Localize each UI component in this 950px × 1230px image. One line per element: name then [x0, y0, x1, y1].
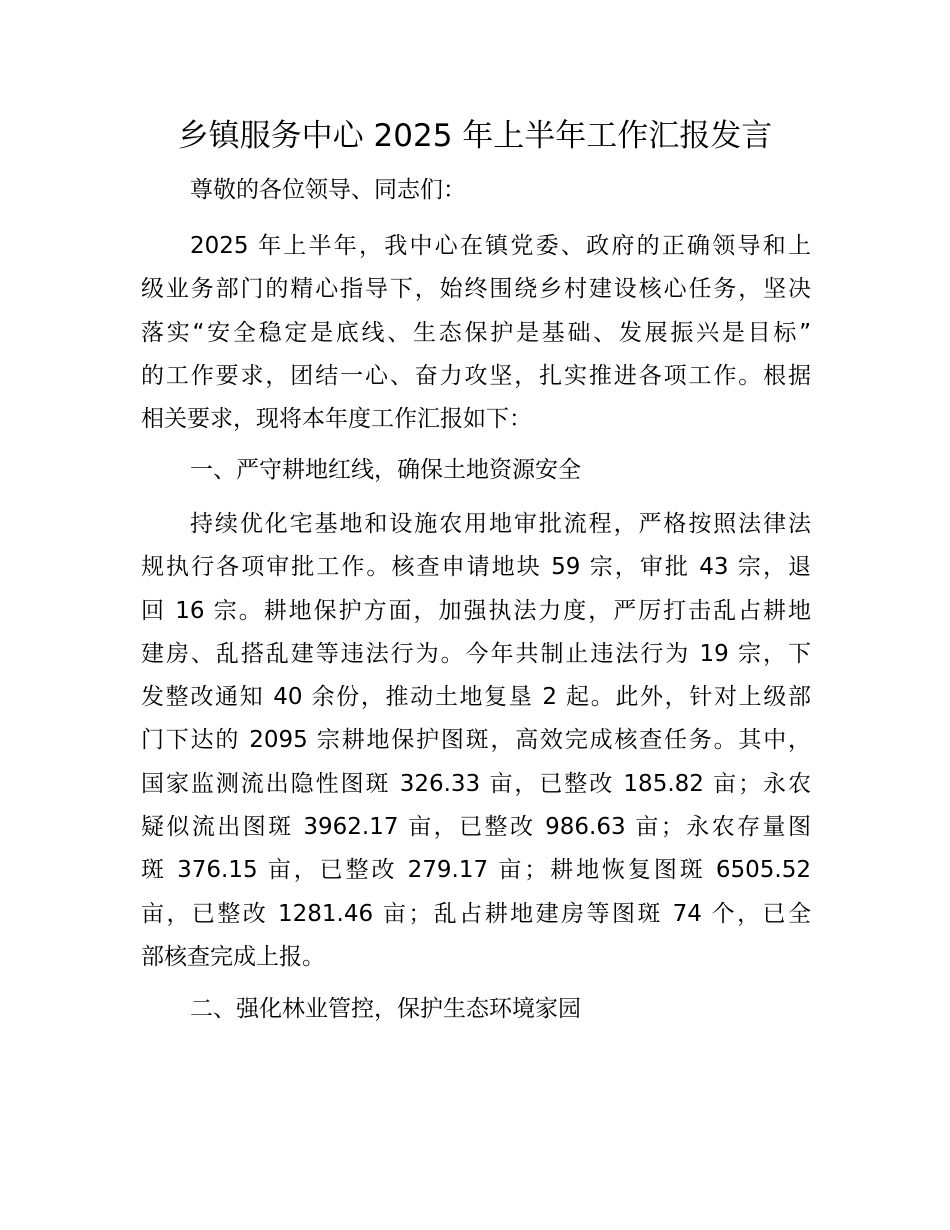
- paragraph-line: 持续优化宅基地和设施农用地审批流程，严格按照法律法: [190, 511, 811, 537]
- paragraph-line: 国家监测流出隐性图斑 326.33 亩，已整改 185.82 亩；永农: [141, 770, 811, 797]
- section-1-paragraph: [141, 503, 811, 979]
- paragraph-line: 斑 376.15 亩，已整改 279.17 亩；耕地恢复图斑 6505.52: [141, 857, 811, 884]
- paragraph-line: 回 16 宗。耕地保护方面，加强执法力度，严厉打击乱占耕地: [141, 597, 811, 624]
- document-title: 乡镇服务中心 2025 年上半年工作汇报发言: [177, 118, 773, 154]
- paragraph-line: 发整改通知 40 余份，推动土地复垦 2 起。此外，针对上级部: [141, 684, 811, 711]
- paragraph-line: 2025 年上半年，我中心在镇党委、政府的正确领导和上: [190, 233, 811, 259]
- intro-paragraph: [141, 225, 811, 441]
- paragraph-line: 落实“安全稳定是底线、生态保护是基础、发展振兴是目标”: [141, 319, 811, 346]
- paragraph-line: 建房、乱搭乱建等违法行为。今年共制止违法行为 19 宗，下: [141, 640, 811, 667]
- salutation: 尊敬的各位领导、同志们：: [190, 177, 466, 203]
- paragraph-line: 规执行各项审批工作。核查申请地块 59 宗，审批 43 宗，退: [141, 554, 811, 581]
- section-2-heading: 二、强化林业管控，保护生态环境家园: [190, 996, 581, 1022]
- section-1-heading: 一、严守耕地红线，确保土地资源安全: [190, 457, 581, 483]
- paragraph-line: 部核查完成上报。: [141, 943, 325, 970]
- paragraph-line: 门下达的 2095 宗耕地保护图斑，高效完成核查任务。其中，: [141, 727, 811, 754]
- paragraph-line: 疑似流出图斑 3962.17 亩，已整改 986.63 亩；永农存量图: [141, 814, 811, 841]
- paragraph-line: 相关要求，现将本年度工作汇报如下：: [141, 406, 532, 433]
- paragraph-line: 亩，已整改 1281.46 亩；乱占耕地建房等图斑 74 个，已全: [141, 900, 811, 927]
- paragraph-line: 级业务部门的精心指导下，始终围绕乡村建设核心任务，坚决: [141, 276, 811, 303]
- paragraph-line: 的工作要求，团结一心、奋力攻坚，扎实推进各项工作。根据: [141, 362, 811, 389]
